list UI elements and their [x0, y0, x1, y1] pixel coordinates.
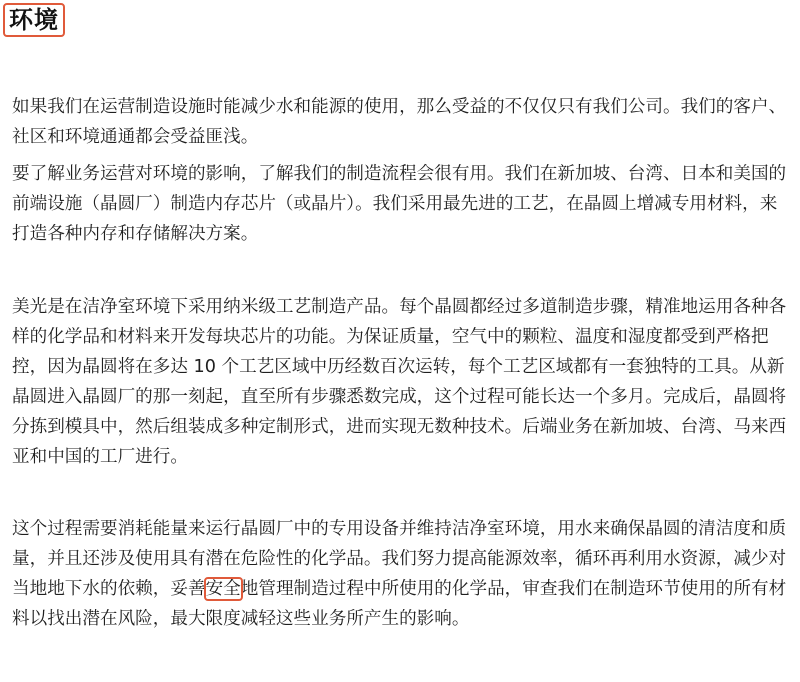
paragraph-resources — [12, 514, 788, 634]
highlighted-term: 安全 — [205, 579, 241, 599]
paragraph-intro: 如果我们在运营制造设施时能减少水和能源的使用，那么受益的不仅仅只有我们公司。我们的客户、社区和环境通通都会受益匪浅。 — [12, 97, 787, 147]
section-heading: 环境 — [3, 3, 65, 37]
paragraph-operations: 要了解业务运营对环境的影响，了解我们的制造流程会很有用。我们在新加坡、台湾、日本和美国的前端设施（晶圆厂）制造内存芯片（或晶片）。我们采用最先进的工艺，在晶圆上增减专用材料，来打造各种内存和存储解决方案。 — [12, 164, 787, 244]
paragraph-resources-part1: 这个过程需要消耗能量来运行晶圆厂中的专用设备并维持洁净室环境，用水来确保晶圆的清洁度和质量，并且还涉及使用具有潜在危险性的化学品。我们努力提高能源效率，循环再利用水资源，减少对当地地下水的依赖，妥善 — [12, 519, 787, 599]
paragraph-resources-part2: 地管理制造过程中所使用的化学品，审查我们在制造环节使用的所有材料以找出潜在风险，最大限度减轻这些业务所产生的影响。 — [12, 579, 787, 629]
paragraph-cleanroom: 美光是在洁净室环境下采用纳米级工艺制造产品。每个晶圆都经过多道制造步骤，精准地运用各种各样的化学品和材料来开发每块芯片的功能。为保证质量，空气中的颗粒、温度和湿度都受到严格把控，因为晶圆将在多达 10 个工艺区域中历经数百次运转，每个工艺区域都有一套独特的工具。从新晶圆进入晶圆厂的那一刻起，直至所有步骤悉数完成，这个过程可能长达一个多月。完成后，晶圆将分拣到模具中，然后组装成多种定制形式，进而实现无数种技术。后端业务在新加坡、台湾、马来西亚和中国的工厂进行。 — [12, 297, 787, 467]
